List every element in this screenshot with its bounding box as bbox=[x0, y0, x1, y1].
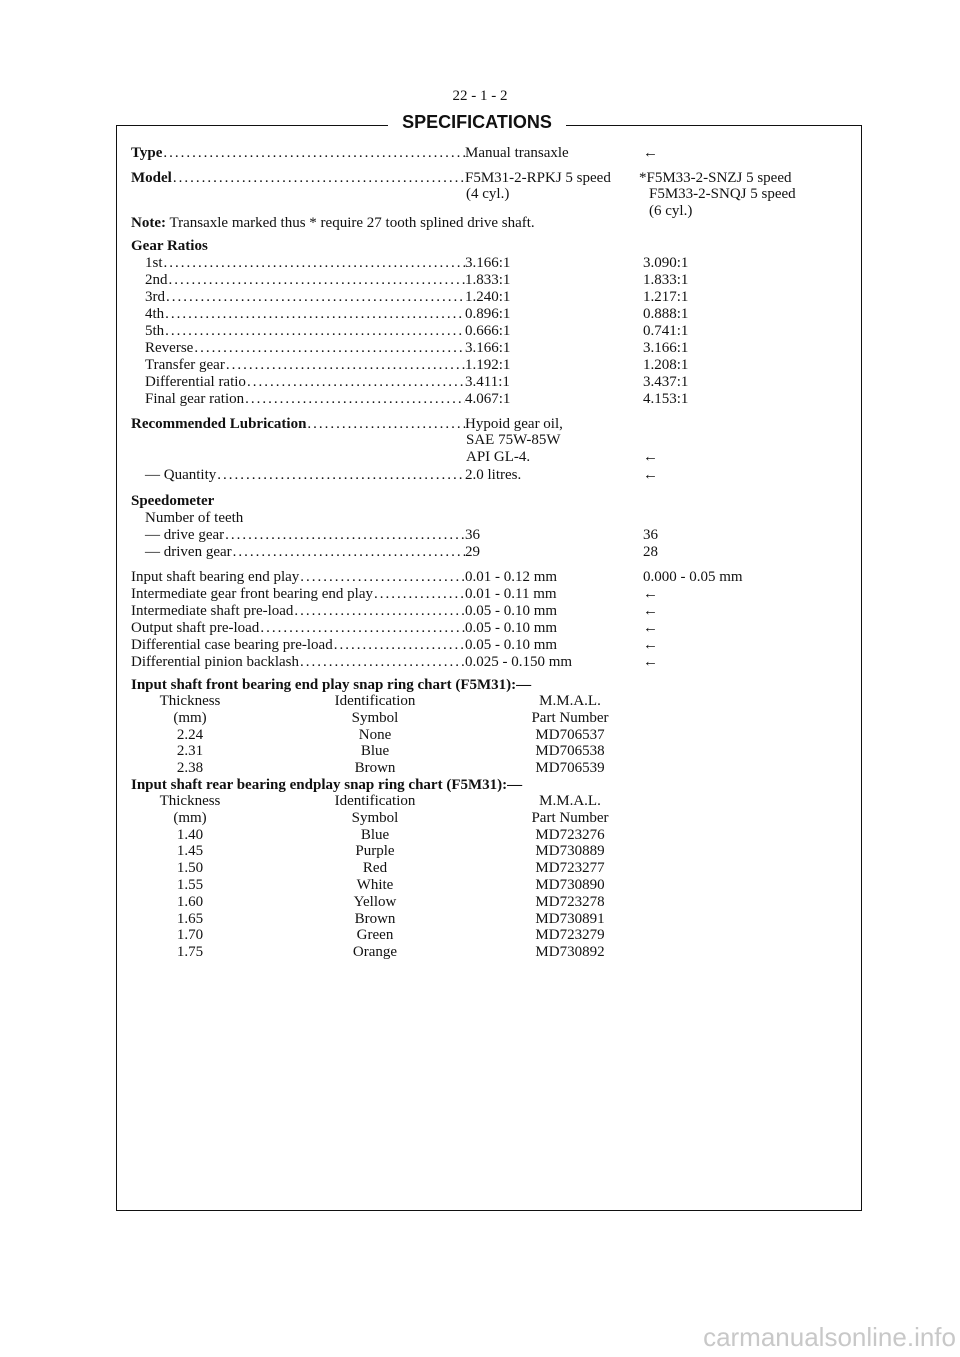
table-header-row bbox=[0, 692, 960, 710]
spec-label bbox=[145, 373, 465, 391]
label-text: 3rd bbox=[145, 289, 165, 305]
spec-value: 4.067:1 bbox=[465, 391, 511, 407]
spec-value: 2.0 litres. bbox=[465, 467, 522, 483]
spec-label bbox=[145, 305, 465, 323]
table-header-cell: Part Number bbox=[531, 709, 609, 726]
spec-label bbox=[131, 636, 465, 654]
spec-value: 0.05 - 0.10 mm bbox=[465, 603, 558, 619]
table-cell: MD723277 bbox=[535, 860, 605, 877]
alt-value: F5M33-2-SNQJ 5 speed bbox=[649, 186, 796, 202]
table-cell: White bbox=[356, 877, 394, 893]
spec-value: 0.01 - 0.11 mm bbox=[465, 586, 557, 602]
table-header-cell: (mm) bbox=[173, 809, 207, 826]
label-text: — Quantity bbox=[145, 467, 217, 483]
left-arrow-icon: ← bbox=[643, 603, 658, 619]
list-item bbox=[0, 322, 960, 340]
list-item bbox=[0, 602, 960, 620]
spec-value: 3.166:1 bbox=[465, 340, 511, 356]
list-item bbox=[0, 373, 960, 391]
spec-label bbox=[145, 390, 465, 408]
spec-value: 1.192:1 bbox=[465, 357, 511, 373]
table-header-cell: Thickness bbox=[159, 693, 221, 709]
table-cell: Blue bbox=[360, 743, 390, 760]
spec-label bbox=[145, 356, 465, 374]
table-cell: 1.40 bbox=[176, 826, 204, 843]
front-chart-title: Input shaft front bearing end play snap ring chart (F5M31):— bbox=[131, 677, 532, 693]
label-text: Type bbox=[131, 145, 163, 161]
list-item bbox=[0, 619, 960, 637]
table-cell: 1.65 bbox=[176, 910, 204, 927]
table-cell: 1.70 bbox=[176, 927, 204, 944]
alt-value: 36 bbox=[643, 527, 658, 543]
table-cell: 1.60 bbox=[176, 893, 204, 910]
spec-row-lubrication bbox=[0, 415, 960, 433]
spec-value: 3.411:1 bbox=[465, 374, 510, 390]
spec-value: 0.666:1 bbox=[465, 323, 511, 339]
spec-value: Manual transaxle bbox=[465, 145, 569, 161]
table-header-row bbox=[0, 809, 960, 827]
note bbox=[131, 214, 535, 232]
spec-label bbox=[131, 653, 465, 671]
table-cell: MD730892 bbox=[535, 944, 605, 961]
table-row bbox=[0, 910, 960, 928]
table-cell: None bbox=[358, 726, 392, 743]
table-cell: MD723278 bbox=[535, 893, 605, 910]
note-text: Transaxle marked thus * require 27 tooth splined drive shaft. bbox=[169, 215, 535, 231]
spec-label bbox=[145, 526, 465, 544]
table-cell: MD706539 bbox=[535, 760, 605, 777]
table-row bbox=[0, 826, 960, 844]
spec-row-quantity bbox=[0, 466, 960, 484]
list-item bbox=[0, 356, 960, 374]
table-header-row bbox=[0, 709, 960, 727]
alt-value: 1.833:1 bbox=[643, 272, 689, 288]
spec-label bbox=[145, 254, 465, 272]
frame-top-right-rule bbox=[566, 125, 862, 126]
table-cell: 1.50 bbox=[176, 860, 204, 877]
label-text: Intermediate shaft pre-load bbox=[131, 603, 294, 619]
alt-value: 1.208:1 bbox=[643, 357, 689, 373]
label-text: Final gear ration bbox=[145, 391, 245, 407]
list-item bbox=[0, 653, 960, 671]
alt-value: 3.090:1 bbox=[643, 255, 689, 271]
table-row bbox=[0, 759, 960, 777]
table-header-cell: Part Number bbox=[531, 809, 609, 826]
watermark: carmanualsonline.info bbox=[703, 1322, 956, 1352]
label-text: 5th bbox=[145, 323, 165, 339]
list-item bbox=[0, 288, 960, 306]
spec-label bbox=[131, 144, 465, 162]
alt-value: 0.000 - 0.05 mm bbox=[643, 569, 743, 585]
table-row bbox=[0, 926, 960, 944]
table-header-row bbox=[0, 792, 960, 810]
label-text: Differential case bearing pre-load bbox=[131, 637, 333, 653]
left-arrow-icon: ← bbox=[643, 586, 658, 602]
left-arrow-icon: ← bbox=[643, 449, 658, 465]
table-header-cell: M.M.A.L. bbox=[539, 693, 601, 709]
label-text: Reverse bbox=[145, 340, 194, 356]
speedometer-heading: Speedometer bbox=[131, 493, 215, 509]
spec-row-type bbox=[0, 144, 960, 162]
list-item bbox=[0, 585, 960, 603]
table-cell: Green bbox=[356, 927, 394, 944]
note-label: Note: bbox=[131, 215, 166, 231]
left-arrow-icon: ← bbox=[643, 654, 658, 670]
table-header-cell: Identification bbox=[334, 693, 416, 709]
left-arrow-icon: ← bbox=[643, 467, 658, 483]
list-item bbox=[0, 526, 960, 544]
spec-value-cont: SAE 75W-85W bbox=[466, 432, 561, 448]
label-text: Differential ratio bbox=[145, 374, 246, 390]
spec-value: 0.025 - 0.150 mm bbox=[465, 654, 573, 670]
spec-value: 36 bbox=[465, 527, 480, 543]
alt-value: 0.888:1 bbox=[643, 306, 689, 322]
label-text: Intermediate gear front bearing end play bbox=[131, 586, 373, 602]
left-arrow-icon: ← bbox=[643, 145, 658, 161]
alt-value: 3.166:1 bbox=[643, 340, 689, 356]
alt-value: 0.741:1 bbox=[643, 323, 689, 339]
speedometer-sub: Number of teeth bbox=[145, 510, 244, 526]
frame-top-left-rule bbox=[116, 125, 388, 126]
table-cell: 1.45 bbox=[176, 843, 204, 860]
alt-value: 4.153:1 bbox=[643, 391, 689, 407]
frame-bottom-rule bbox=[116, 1210, 862, 1211]
label-text: 4th bbox=[145, 306, 165, 322]
table-row bbox=[0, 876, 960, 894]
table-cell: Yellow bbox=[353, 893, 397, 910]
table-cell: Orange bbox=[352, 944, 398, 961]
list-item bbox=[0, 390, 960, 408]
table-cell: Red bbox=[362, 860, 388, 877]
table-row bbox=[0, 893, 960, 911]
table-cell: Blue bbox=[360, 826, 390, 843]
left-arrow-icon: ← bbox=[643, 637, 658, 653]
table-cell: Brown bbox=[354, 760, 396, 777]
table-header-cell: Symbol bbox=[351, 709, 399, 726]
spec-value: F5M31-2-RPKJ 5 speed bbox=[465, 170, 611, 186]
spec-label bbox=[145, 543, 465, 561]
spec-label bbox=[131, 415, 465, 433]
table-cell: 2.38 bbox=[176, 760, 204, 777]
table-header-cell: Symbol bbox=[351, 809, 399, 826]
rear-chart-title: Input shaft rear bearing endplay snap ring chart (F5M31):— bbox=[131, 777, 523, 793]
alt-value: *F5M33-2-SNZJ 5 speed bbox=[639, 170, 792, 186]
label-text: Model bbox=[131, 170, 172, 186]
list-item bbox=[0, 339, 960, 357]
spec-value: 0.896:1 bbox=[465, 306, 511, 322]
spec-label bbox=[145, 339, 465, 357]
label-text: 1st bbox=[145, 255, 163, 271]
spec-label bbox=[145, 322, 465, 340]
label-text: Transfer gear bbox=[145, 357, 225, 373]
left-arrow-icon: ← bbox=[643, 620, 658, 636]
spec-label bbox=[131, 619, 465, 637]
spec-value: 0.05 - 0.10 mm bbox=[465, 637, 558, 653]
section-title: SPECIFICATIONS bbox=[402, 112, 552, 132]
spec-value: 1.833:1 bbox=[465, 272, 511, 288]
table-row bbox=[0, 842, 960, 860]
table-header-cell: M.M.A.L. bbox=[539, 793, 601, 809]
table-row bbox=[0, 859, 960, 877]
spec-label bbox=[131, 169, 465, 187]
list-item bbox=[0, 254, 960, 272]
table-row bbox=[0, 742, 960, 760]
gear-ratios-heading: Gear Ratios bbox=[131, 238, 208, 254]
table-row bbox=[0, 943, 960, 961]
page-number: 22 - 1 - 2 bbox=[452, 88, 508, 104]
table-cell: MD723279 bbox=[535, 927, 605, 944]
spec-label bbox=[131, 568, 465, 586]
table-cell: MD706538 bbox=[535, 743, 605, 760]
table-header-cell: Identification bbox=[334, 793, 416, 809]
table-cell: Brown bbox=[354, 910, 396, 927]
spec-label bbox=[145, 271, 465, 289]
spec-row-model bbox=[0, 169, 960, 187]
table-cell: MD723276 bbox=[535, 826, 605, 843]
list-item bbox=[0, 271, 960, 289]
table-cell: 1.55 bbox=[176, 877, 204, 893]
spec-label bbox=[145, 288, 465, 306]
table-header-cell: (mm) bbox=[173, 709, 207, 726]
spec-label bbox=[131, 602, 465, 620]
label-text: Output shaft pre-load bbox=[131, 620, 260, 636]
label-text: Recommended Lubrication bbox=[131, 416, 307, 432]
table-cell: MD730890 bbox=[535, 877, 605, 893]
spec-value: 0.01 - 0.12 mm bbox=[465, 569, 558, 585]
label-text: 2nd bbox=[145, 272, 168, 288]
spec-value-cont: API GL-4. bbox=[466, 449, 531, 465]
spec-value-cont: (4 cyl.) bbox=[466, 186, 510, 202]
label-text: Differential pinion backlash bbox=[131, 654, 300, 670]
spec-label bbox=[145, 466, 465, 484]
spec-label bbox=[131, 585, 465, 603]
list-item bbox=[0, 543, 960, 561]
alt-value: (6 cyl.) bbox=[649, 203, 693, 219]
spec-value: 0.05 - 0.10 mm bbox=[465, 620, 558, 636]
spec-value: 3.166:1 bbox=[465, 255, 511, 271]
table-cell: 1.75 bbox=[176, 944, 204, 961]
list-item bbox=[0, 568, 960, 586]
list-item bbox=[0, 305, 960, 323]
table-cell: Purple bbox=[355, 843, 395, 860]
label-text: — driven gear bbox=[145, 544, 232, 560]
alt-value: 28 bbox=[643, 544, 658, 560]
label-text: — drive gear bbox=[145, 527, 225, 543]
table-row bbox=[0, 726, 960, 744]
table-header-cell: Thickness bbox=[159, 793, 221, 809]
list-item bbox=[0, 636, 960, 654]
spec-value: 29 bbox=[465, 544, 480, 560]
alt-value: 3.437:1 bbox=[643, 374, 689, 390]
spec-value: Hypoid gear oil, bbox=[465, 416, 563, 432]
spec-value: 1.240:1 bbox=[465, 289, 511, 305]
label-text: Input shaft bearing end play bbox=[131, 569, 300, 585]
table-cell: MD706537 bbox=[535, 726, 605, 743]
table-cell: 2.24 bbox=[176, 726, 204, 743]
table-cell: MD730889 bbox=[535, 843, 605, 860]
table-cell: 2.31 bbox=[176, 743, 204, 760]
table-cell: MD730891 bbox=[535, 910, 605, 927]
alt-value: 1.217:1 bbox=[643, 289, 689, 305]
